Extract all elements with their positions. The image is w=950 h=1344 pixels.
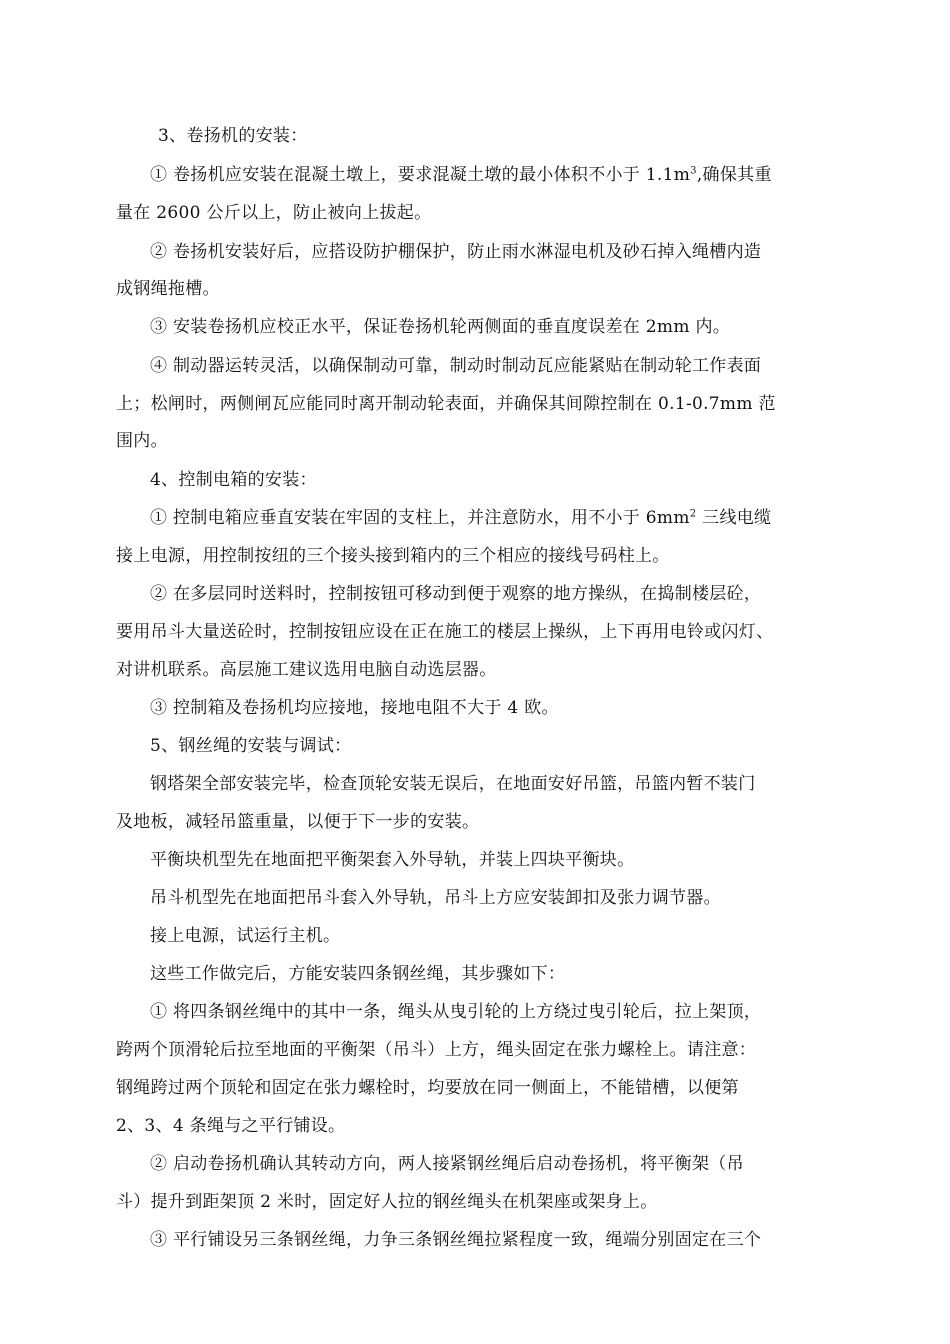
paragraph-line: ② 启动卷扬机确认其转动方向，两人接紧钢丝绳后启动卷扬机，将平衡架（吊 [150, 1154, 744, 1174]
section-heading: 5、钢丝绳的安装与调试： [150, 736, 352, 756]
paragraph-line: 对讲机联系。高层施工建议选用电脑自动选层器。 [116, 660, 497, 680]
paragraph-line: 斗）提升到距架顶 2 米时，固定好人拉的钢丝绳头在机架座或架身上。 [116, 1192, 658, 1212]
paragraph-line: 上；松闸时，两侧闸瓦应能同时离开制动轮表面，并确保其间隙控制在 0.1-0.7mm 范 [116, 394, 776, 414]
paragraph-line: 围内。 [116, 431, 168, 451]
paragraph-line: 要用吊斗大量送砼时，控制按钮应设在正在施工的楼层上操纵，上下再用电铃或闪灯、 [116, 622, 774, 642]
paragraph-line: 钢绳跨过两个顶轮和固定在张力螺栓时，均要放在同一侧面上，不能错槽，以便第 [116, 1078, 739, 1098]
paragraph-line: ③ 安装卷扬机应校正水平，保证卷扬机轮两侧面的垂直度误差在 2mm 内。 [150, 317, 731, 337]
paragraph-line: ② 卷扬机安装好后，应搭设防护棚保护，防止雨水淋湿电机及砂石掉入绳槽内造 [150, 242, 762, 262]
section-heading: 4、控制电箱的安装： [150, 470, 317, 490]
paragraph-line: 接上电源，试运行主机。 [150, 926, 341, 946]
paragraph-line: ② 在多层同时送料时，控制按钮可移动到便于观察的地方操纵，在捣制楼层砼， [150, 584, 762, 604]
paragraph-line: 平衡块机型先在地面把平衡架套入外导轨，并装上四块平衡块。 [150, 850, 635, 870]
text-run: 三线电缆 [696, 508, 772, 528]
paragraph-line: 这些工作做完后，方能安装四条钢丝绳，其步骤如下： [150, 964, 566, 984]
paragraph-line: 钢塔架全部安装完毕，检查顶轮安装无误后，在地面安好吊篮，吊篮内暂不装门 [150, 774, 756, 794]
paragraph-line: 吊斗机型先在地面把吊斗套入外导轨，吊斗上方应安装卸扣及张力调节器。 [150, 888, 721, 908]
paragraph-line: 跨两个顶滑轮后拉至地面的平衡架（吊斗）上方，绳头固定在张力螺栓上。请注意： [116, 1040, 757, 1060]
paragraph-line: 2、3、4 条绳与之平行铺设。 [116, 1116, 346, 1136]
paragraph-line: 量在 2600 公斤以上，防止被向上拔起。 [116, 203, 432, 223]
paragraph-line: ① 将四条钢丝绳中的其中一条，绳头从曳引轮的上方绕过曳引轮后，拉上架顶， [150, 1002, 762, 1022]
text-run: ① 控制电箱应垂直安装在牢固的支柱上，并注意防水，用不小于 6mm [150, 508, 690, 528]
section-heading: 3、卷扬机的安装： [158, 126, 308, 146]
paragraph-line: ③ 平行铺设另三条钢丝绳，力争三条钢丝绳拉紧程度一致，绳端分别固定在三个 [150, 1230, 762, 1250]
text-run: ,确保其重 [696, 165, 772, 185]
paragraph-line: ④ 制动器运转灵活，以确保制动可靠，制动时制动瓦应能紧贴在制动轮工作表面 [150, 356, 762, 376]
paragraph-line: 及地板，减轻吊篮重量，以便于下一步的安装。 [116, 812, 480, 832]
paragraph-line: 成钢绳拖槽。 [116, 279, 220, 299]
superscript: 3 [690, 165, 697, 177]
superscript: 2 [689, 508, 697, 520]
paragraph-line: 接上电源，用控制按纽的三个接头接到箱内的三个相应的接线号码柱上。 [116, 546, 670, 566]
paragraph-line: ③ 控制箱及卷扬机均应接地，接地电阻不大于 4 欧。 [150, 698, 559, 718]
text-run: ① 卷扬机应安装在混凝土墩上，要求混凝土墩的最小体积不小于 1.1m [150, 165, 691, 185]
paragraph-line [150, 506, 771, 530]
paragraph-line [150, 163, 772, 187]
